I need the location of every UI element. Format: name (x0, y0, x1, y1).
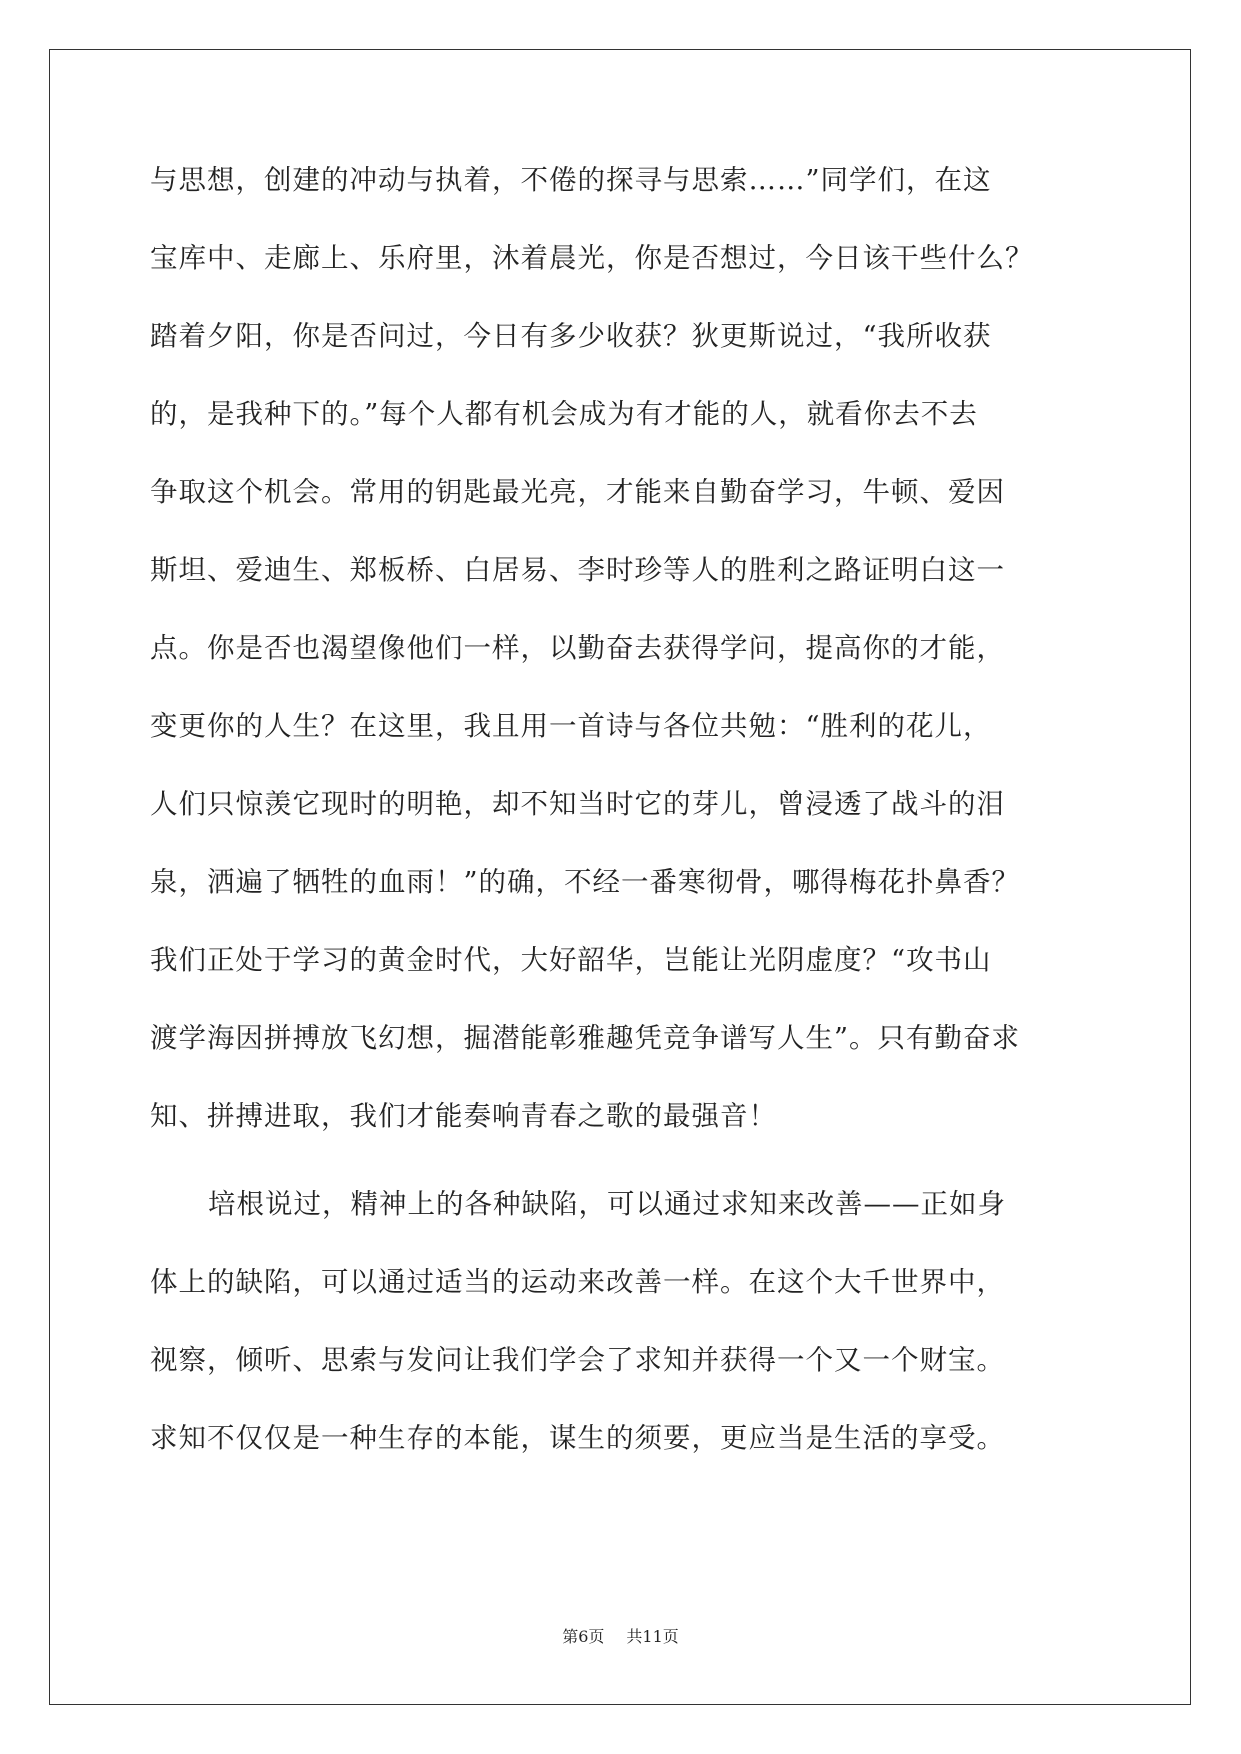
document-body (150, 163, 1110, 1499)
text-line: 我们正处于学习的黄金时代，大好韶华，岂能让光阴虚度？“攻书山 (150, 944, 992, 976)
paragraph-1 (150, 163, 1110, 1177)
text-line: 宝库中、走廊上、乐府里，沐着晨光，你是否想过，今日该干些什么？ (150, 242, 1034, 274)
text-line: 的，是我种下的。”每个人都有机会成为有才能的人，就看你去不去 (150, 398, 978, 430)
page-number: 第6页 (562, 1627, 605, 1646)
text-line: 培根说过，精神上的各种缺陷，可以通过求知来改善——正如身 (208, 1188, 1006, 1220)
text-line: 踏着夕阳，你是否问过，今日有多少收获？狄更斯说过，“我所收获 (150, 320, 992, 352)
text-line: 人们只惊羡它现时的明艳，却不知当时它的芽儿，曾浸透了战斗的泪 (150, 788, 1005, 820)
total-pages: 共11页 (626, 1627, 679, 1646)
text-line: 视察，倾听、思索与发问让我们学会了求知并获得一个又一个财宝。 (150, 1344, 1005, 1376)
paragraph-2 (150, 1187, 1110, 1499)
text-line: 与思想，创建的冲动与执着，不倦的探寻与思索……”同学们，在这 (150, 164, 992, 196)
text-line: 争取这个机会。常用的钥匙最光亮，才能来自勤奋学习，牛顿、爱因 (150, 476, 1005, 508)
text-line: 泉，洒遍了牺牲的血雨！”的确，不经一番寒彻骨，哪得梅花扑鼻香？ (150, 866, 1021, 898)
text-line: 体上的缺陷，可以通过适当的运动来改善一样。在这个大千世界中， (150, 1266, 1005, 1298)
text-line: 点。你是否也渴望像他们一样，以勤奋去获得学问，提高你的才能， (150, 632, 1005, 664)
page-footer (0, 1624, 1241, 1647)
text-line: 求知不仅仅是一种生存的本能，谋生的须要，更应当是生活的享受。 (150, 1422, 1005, 1454)
text-line: 渡学海因拼搏放飞幻想，掘潜能彰雅趣凭竞争谱写人生”。只有勤奋求 (150, 1022, 1021, 1054)
paragraph-gap (150, 1177, 1110, 1187)
text-line: 变更你的人生？在这里，我且用一首诗与各位共勉：“胜利的花儿， (150, 710, 992, 742)
text-line: 知、拼搏进取，我们才能奏响青春之歌的最强音！ (150, 1100, 777, 1132)
text-line: 斯坦、爱迪生、郑板桥、白居易、李时珍等人的胜利之路证明白这一 (150, 554, 1005, 586)
